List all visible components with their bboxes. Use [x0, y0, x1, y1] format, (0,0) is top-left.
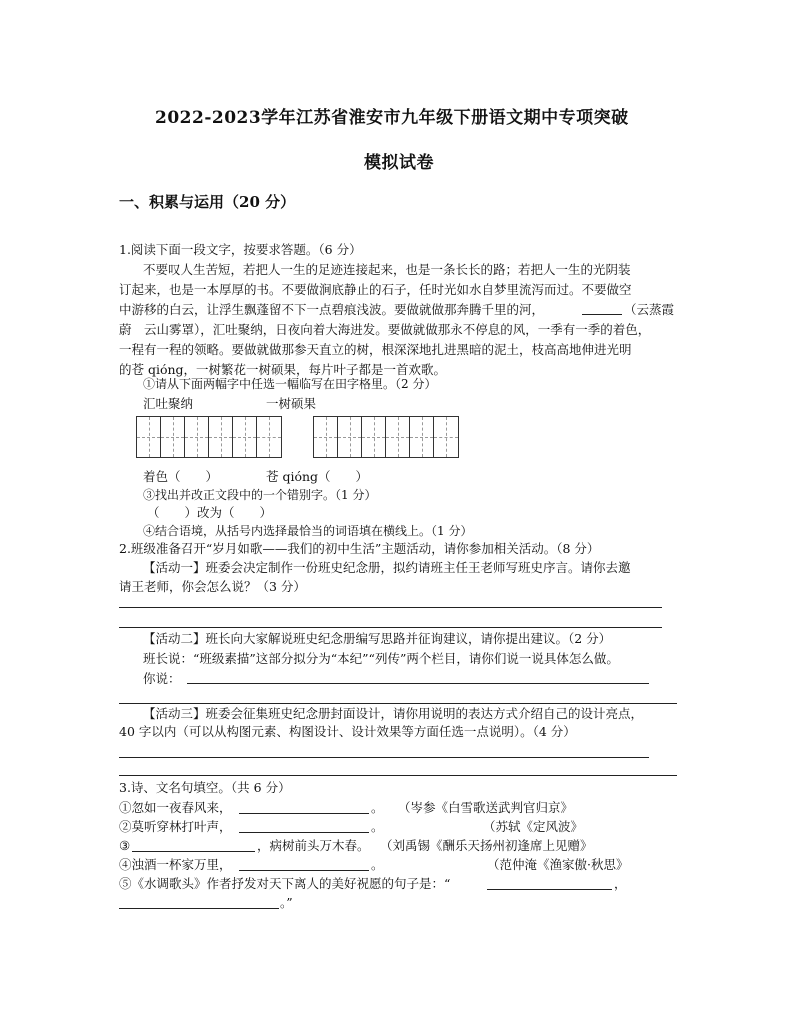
poem-line-3-start: ③: [119, 838, 131, 853]
poem-line-1-end: 。: [371, 800, 384, 815]
answer-line[interactable]: [119, 775, 677, 776]
fill-blank[interactable]: [119, 908, 279, 909]
poem-line-2-end: 。: [371, 819, 384, 834]
pinyin-item-a: 着色（ ）: [143, 469, 219, 484]
activity-3-line-2: 40 字以内（可以从构图元素、构图设计、设计效果等方面任选一点说明）。（4 分）: [119, 724, 576, 739]
poem-line-5-comma: ，: [614, 876, 627, 891]
activity-2-line-3: 你说：: [143, 671, 181, 686]
section-heading: 一、积累与运用（20 分）: [119, 193, 296, 211]
subquestion-3-fill: （ ）改为（ ）: [147, 505, 273, 520]
poem-line-2-source: （苏轼《定风波》: [483, 819, 584, 834]
grid-cell[interactable]: [257, 417, 281, 457]
activity-2-line-1: 【活动二】班长向大家解说班史纪念册编写思路并征询建议，请你提出建议。（2 分）: [143, 631, 612, 646]
writing-grid-right[interactable]: [313, 416, 459, 458]
copy-word-2: 一树硕果: [266, 396, 317, 411]
fill-blank[interactable]: [132, 851, 255, 852]
subquestion-3: ③找出并改正文段中的一个错别字。（1 分）: [143, 488, 377, 502]
page-title: 2022-2023学年江苏省淮安市九年级下册语文期中专项突破: [155, 108, 629, 128]
passage-line-1: 不要叹人生苦短，若把人一生的足迹连接起来，也是一条长长的路；若把人一生的光阴装: [143, 262, 631, 277]
grid-cell[interactable]: [434, 417, 458, 457]
passage-line-3-options: （云蒸霞: [624, 302, 675, 317]
fill-blank[interactable]: [239, 870, 369, 871]
poem-line-4-end: 。: [371, 857, 384, 872]
grid-cell[interactable]: [338, 417, 362, 457]
activity-2-line-2: 班长说：“班级素描”这部分拟分为“本纪”“列传”两个栏目，请你们说一说具体怎么做。: [143, 651, 619, 666]
poem-line-3-end: ，病树前头万木春。: [257, 838, 370, 853]
answer-line[interactable]: [119, 757, 649, 758]
grid-cell[interactable]: [314, 417, 338, 457]
grid-cell[interactable]: [185, 417, 209, 457]
grid-cell[interactable]: [410, 417, 434, 457]
poem-line-1-start: ①忽如一夜春风来，: [119, 800, 232, 815]
answer-line[interactable]: [119, 607, 662, 608]
answer-line[interactable]: [119, 627, 662, 628]
subquestion-4: ④结合语境，从括号内选择最恰当的词语填在横线上。（1 分）: [143, 524, 473, 538]
copy-word-1: 汇吐聚纳: [143, 396, 194, 411]
subquestion-1: ①请从下面两幅字中任选一幅临写在田字格里。（2 分）: [143, 377, 437, 391]
answer-line[interactable]: [187, 683, 649, 684]
grid-cell[interactable]: [386, 417, 410, 457]
fill-blank[interactable]: [239, 813, 369, 814]
activity-1-line-1: 【活动一】班委会决定制作一份班史纪念册，拟约请班主任王老师写班史序言。请你去邀: [143, 560, 631, 575]
poem-line-4-source: （范仲淹《渔家傲·秋思》: [487, 857, 629, 872]
poem-line-1-source: （岑参《白雪歌送武判官归京》: [398, 800, 574, 815]
poem-line-2-start: ②莫听穿林打叶声，: [119, 819, 232, 834]
page-subtitle: 模拟试卷: [364, 153, 434, 173]
fill-blank[interactable]: [239, 832, 369, 833]
poem-line-5-start: ⑤《水调歌头》作者抒发对天下离人的美好祝愿的句子是：“: [119, 876, 451, 891]
grid-cell[interactable]: [209, 417, 233, 457]
activity-1-line-2: 请王老师，你会怎么说？（3 分）: [119, 579, 306, 594]
poem-line-4-start: ④浊酒一杯家万里，: [119, 857, 232, 872]
poem-line-5-end: 。”: [280, 895, 293, 910]
fill-blank[interactable]: [487, 889, 612, 890]
passage-line-4: 蔚 云山雾罩），汇吐聚纳，日夜向着大海进发。要做就做那永不停息的风，一季有一季的着色，: [119, 322, 651, 337]
question-2-stem: 2.班级准备召开“岁月如歌——我们的初中生活”主题活动，请你参加相关活动。（8 分）: [119, 541, 600, 556]
grid-cell[interactable]: [161, 417, 185, 457]
grid-cell[interactable]: [362, 417, 386, 457]
question-3-stem: 3.诗、文名句填空。（共 6 分）: [119, 780, 291, 795]
poem-line-3-source: （刘禹锡《酬乐天扬州初逢席上见赠》: [380, 838, 593, 853]
activity-3-line-1: 【活动三】班委会征集班史纪念册封面设计，请你用说明的表达方式介绍自己的设计亮点，: [143, 706, 644, 721]
passage-line-2: 订起来，也是一本厚厚的书。不要做涧底静止的石子，任时光如水自梦里流泻而过。不要做空: [119, 282, 632, 297]
passage-line-5: 一程有一程的领略。要做就做那参天直立的树，根深深地扎进黑暗的泥土，枝高高地伸进光明: [119, 342, 632, 357]
grid-cell[interactable]: [137, 417, 161, 457]
passage-line-3: 中游移的白云，让浮生飘蓬留不下一点碧痕浅波。要做就做那奔腾千里的河，: [119, 302, 545, 317]
passage-line-6: 的苍 qióng，一树繁花一树硕果，每片叶子都是一首欢歌。: [119, 362, 447, 377]
writing-grid-left[interactable]: [136, 416, 282, 458]
pinyin-item-b: 苍 qióng（ ）: [266, 469, 369, 484]
question-1-stem: 1.阅读下面一段文字，按要求答题。（6 分）: [119, 242, 362, 257]
grid-cell[interactable]: [233, 417, 257, 457]
